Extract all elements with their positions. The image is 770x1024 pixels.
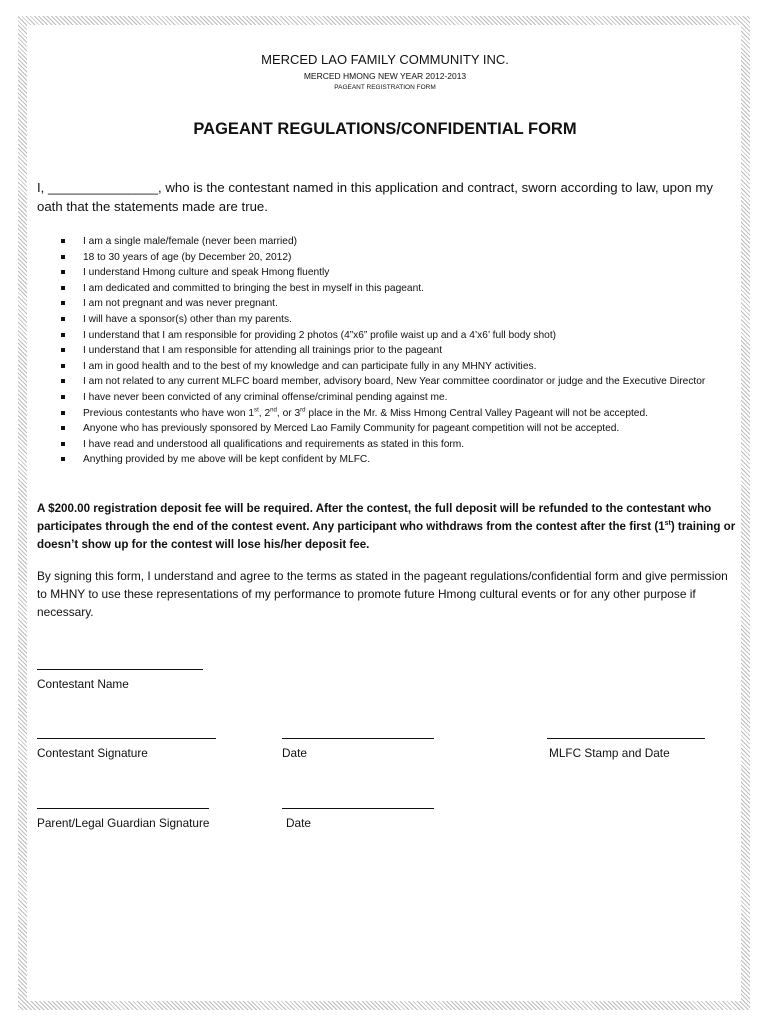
- contestant-name-field[interactable]: [37, 669, 203, 691]
- signature-line: [547, 738, 705, 739]
- event-name: MERCED HMONG NEW YEAR 2012-2013: [303, 71, 467, 81]
- list-item: I am dedicated and committed to bringing the best in myself in this pageant.: [37, 281, 737, 297]
- org-name: MERCED LAO FAMILY COMMUNITY INC.: [261, 52, 509, 67]
- date-field-1[interactable]: [282, 738, 434, 760]
- list-item: I have read and understood all qualifications and requirements as stated in this form.: [37, 437, 737, 453]
- signature-line: [37, 738, 216, 739]
- date-label-2: Date: [286, 816, 311, 830]
- guardian-signature-label: Parent/Legal Guardian Signature: [37, 816, 210, 830]
- list-item: Anything provided by me above will be kept confident by MLFC.: [37, 452, 737, 468]
- ordinal-suffix: rd: [300, 406, 306, 414]
- deposit-fee-notice: A $200.00 registration deposit fee will be required. After the contest, the full deposit will be refunded to the contestant who participates through the end of the contest event. Any participant who withdraws from the contest after the first (1st) training or doesn’t show up for the contest will lose his/her deposit fee.: [37, 502, 736, 551]
- rules-list: [37, 234, 737, 468]
- list-item: I understand that I am responsible for providing 2 photos (4”x6” profile waist up and a 4’x6’ full body shot): [37, 328, 737, 344]
- list-item: I am not related to any current MLFC board member, advisory board, New Year committee coordinator or judge and the Executive Director: [37, 374, 737, 390]
- signature-line: [37, 669, 203, 670]
- ordinal-suffix: nd: [270, 406, 277, 414]
- signature-line: [282, 738, 434, 739]
- consent-statement: By signing this form, I understand and agree to the terms as stated in the pageant regulations/confidential form and give permission to MHNY to use these representations of my performance to promote future Hmong cultural events or for any other purpose if necessary.: [37, 569, 728, 619]
- ordinal-suffix: st: [254, 406, 259, 414]
- list-item: Anyone who has previously sponsored by Merced Lao Family Community for pageant competition will not be accepted.: [37, 421, 737, 437]
- list-item: I have never been convicted of any criminal offense/criminal pending against me.: [37, 390, 737, 406]
- intro-statement: I, _______________, who is the contestant named in this application and contract, sworn according to law, upon my oath that the statements made are true.: [37, 180, 713, 214]
- contestant-signature-label: Contestant Signature: [37, 746, 148, 760]
- stamp-field[interactable]: [547, 738, 705, 760]
- date-label-1: Date: [282, 746, 307, 760]
- guardian-signature-field[interactable]: [37, 808, 209, 830]
- form-title: PAGEANT REGULATIONS/CONFIDENTIAL FORM: [193, 120, 577, 138]
- list-item: I will have a sponsor(s) other than my parents.: [37, 312, 737, 328]
- signature-line: [37, 808, 209, 809]
- date-field-2[interactable]: [282, 808, 434, 830]
- contestant-signature-field[interactable]: [37, 738, 216, 760]
- form-name: PAGEANT REGISTRATION FORM: [334, 84, 436, 91]
- list-item: I am in good health and to the best of my knowledge and can participate fully in any MHNY activities.: [37, 359, 737, 375]
- ordinal-suffix: st: [664, 520, 671, 528]
- list-item: I am not pregnant and was never pregnant.: [37, 296, 737, 312]
- signature-line: [282, 808, 434, 809]
- list-item: I am a single male/female (never been married): [37, 234, 737, 250]
- stamp-label: MLFC Stamp and Date: [549, 746, 670, 760]
- list-item: I understand Hmong culture and speak Hmong fluently: [37, 265, 737, 281]
- list-item: 18 to 30 years of age (by December 20, 2012): [37, 250, 737, 266]
- contestant-name-label: Contestant Name: [37, 677, 129, 691]
- list-item: Previous contestants who have won 1st, 2nd, or 3rd place in the Mr. & Miss Hmong Central Valley Pageant will not be accepted.: [37, 406, 737, 422]
- list-item: I understand that I am responsible for attending all trainings prior to the pageant: [37, 343, 737, 359]
